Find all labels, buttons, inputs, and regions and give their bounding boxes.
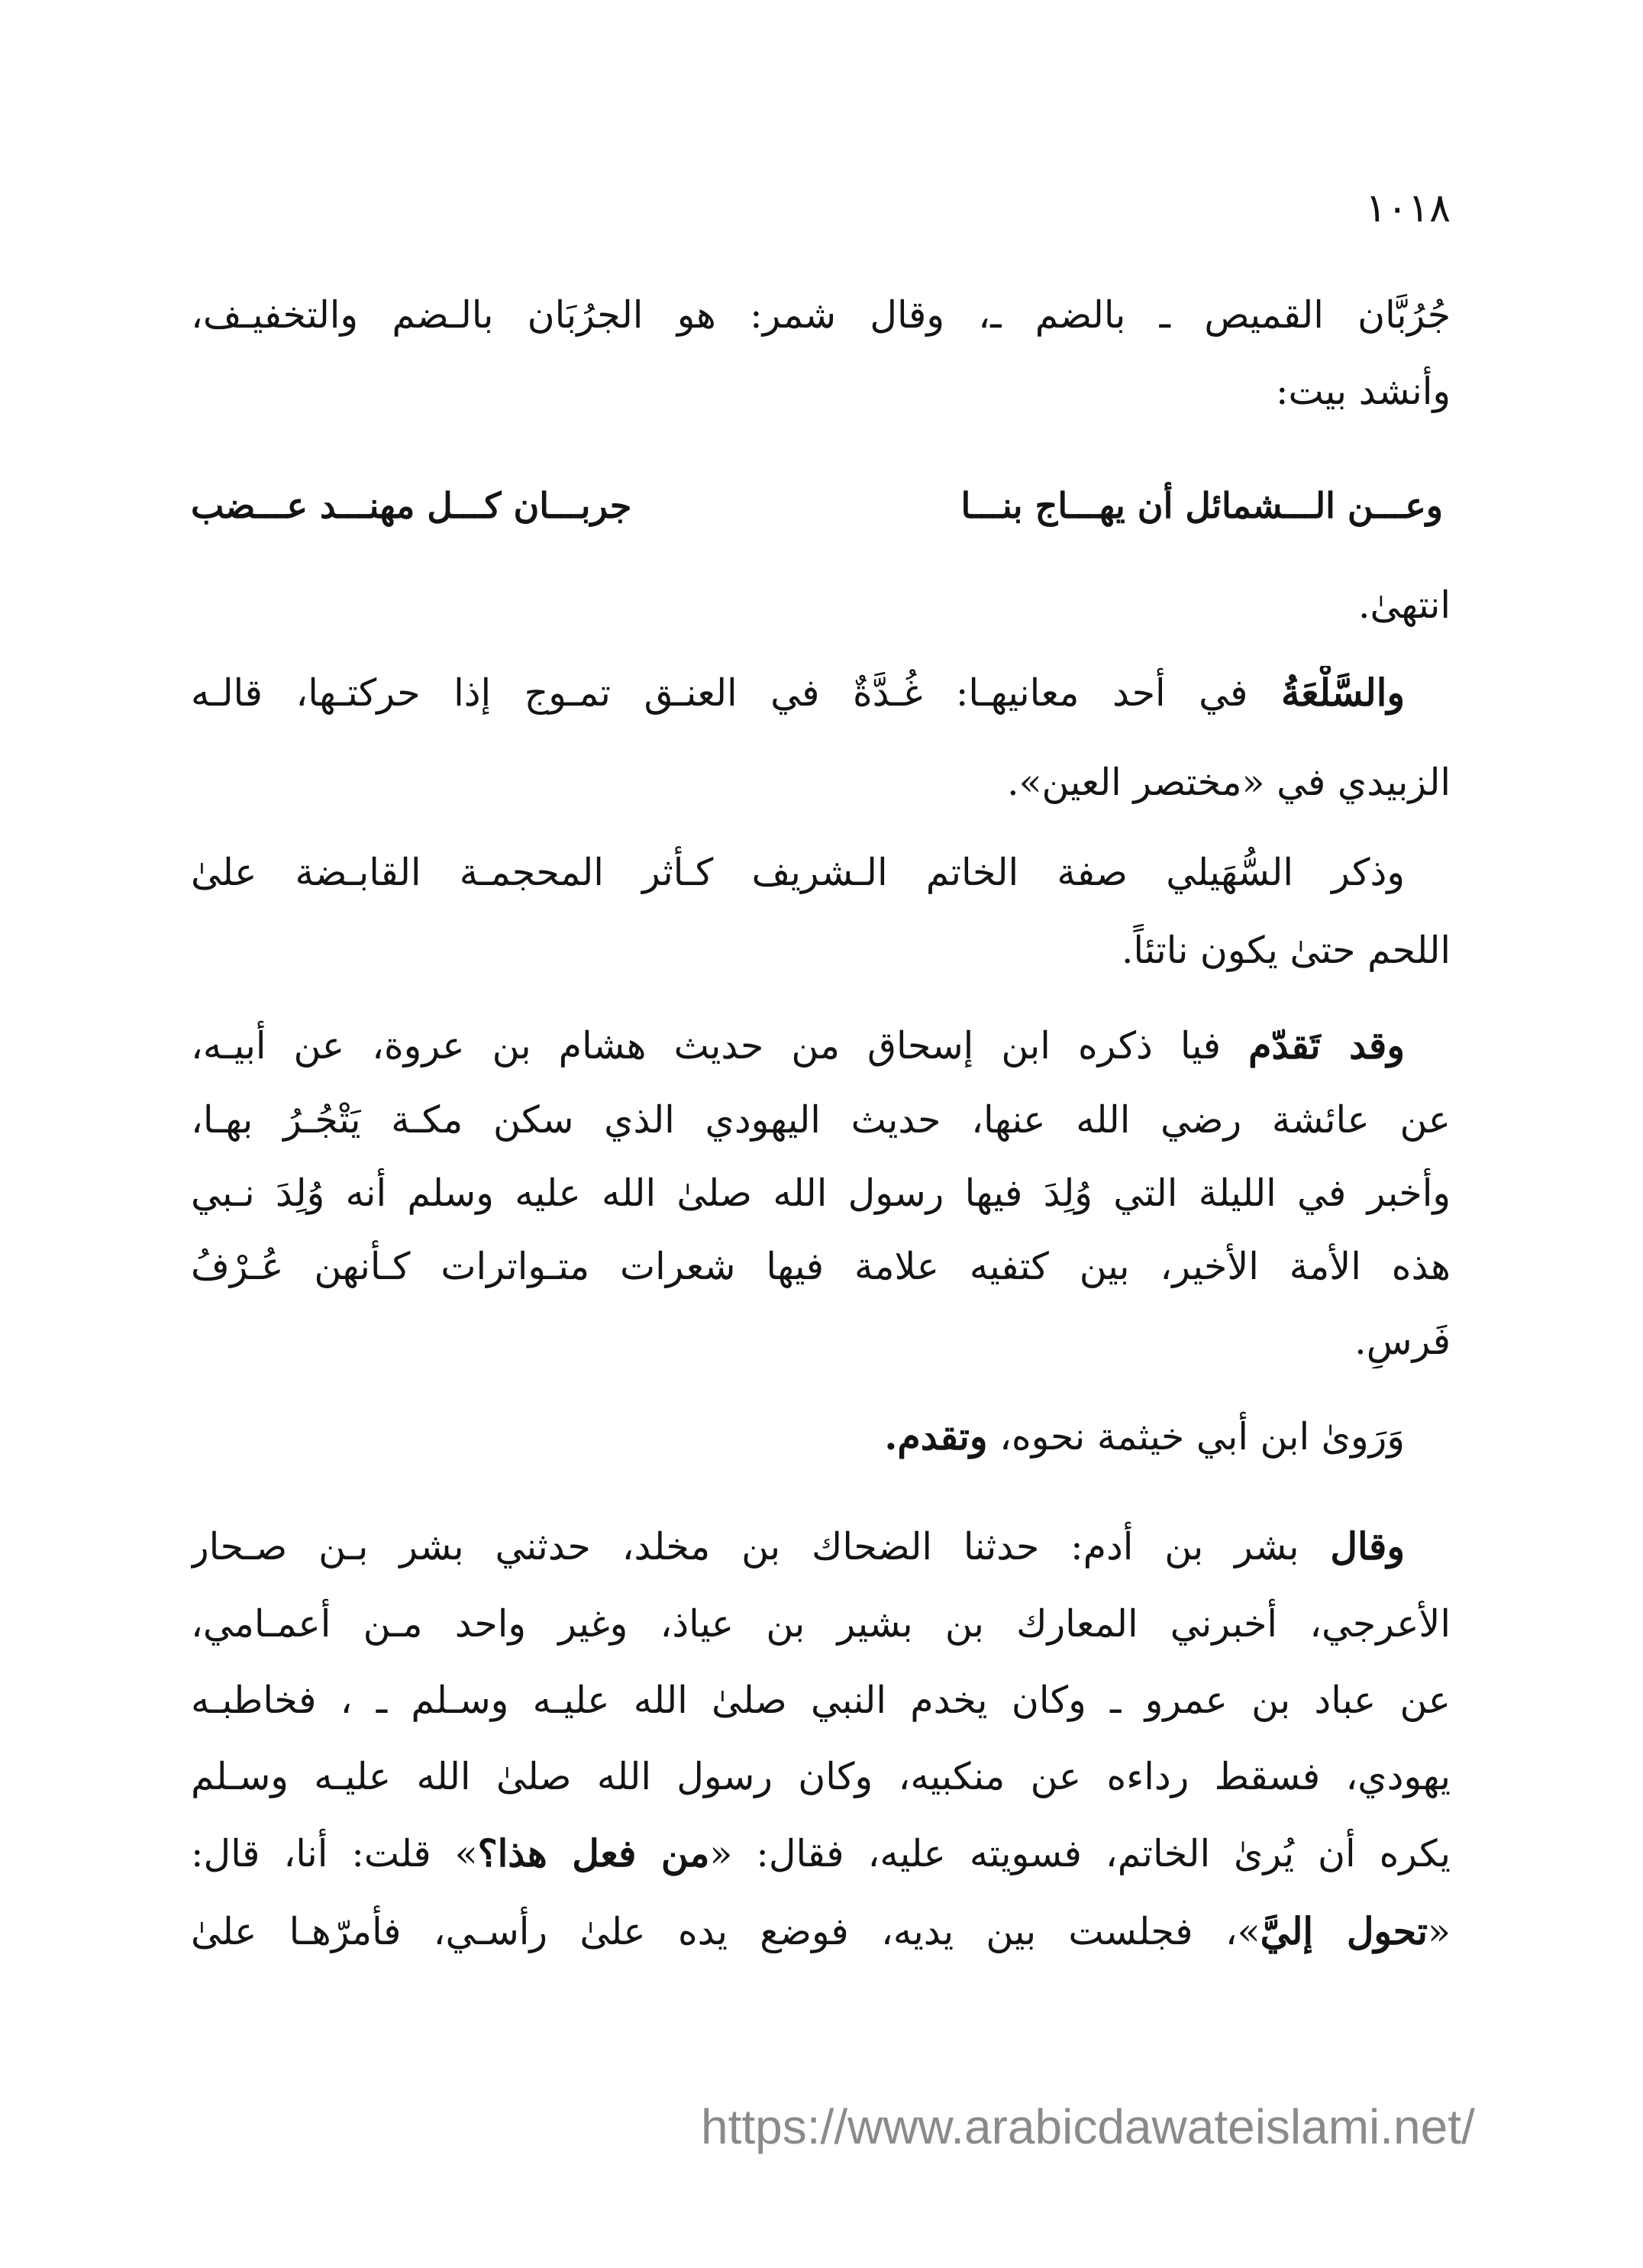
text-line [191,1520,1405,1574]
line-text: فيا ذكره ابن إسحاق من حديث هشام بن عروة، عن أبيـه، [191,1024,1249,1068]
bold-quote: تحول إليَّ [1260,1909,1428,1953]
text-line [191,1827,1451,1881]
text-line: جُرُبَّان القميص ـ بالضم ـ، وقال شمر: هو الجرُبَان بالـضم والتخفيـف، [191,293,1451,337]
text-line: وأخبر في الليلة التي وُلِدَ فيها رسول الله صلىٰ الله عليه وسلم أنه وُلِدَ نـبي [191,1171,1451,1215]
line-text: وَرَوىٰ ابن أبي خيثمة نحوه، [987,1415,1405,1459]
line-text: في أحد معانيهـا: غُـدَّةٌ في العنـق تمـوج إذا حركتـها، قالـه [191,671,1281,715]
text-line: وأنشد بيت: [1276,370,1451,413]
text-line: عن عباد بن عمرو ـ وكان يخدم النبي صلىٰ الله عليـه وسـلم ـ ، فخاطبـه [191,1678,1451,1722]
bold-word: وتقدم. [884,1414,988,1459]
poetry-verse [191,475,1451,536]
text-line: هذه الأمة الأخير، بين كتفيه علامة فيها شعرات متـواترات كـأنهن عُـرْفُ [191,1245,1451,1288]
text-line [191,1410,1405,1464]
text-line [191,666,1405,720]
line-text: يكره أن يُرىٰ الخاتم، فسويته عليه، فقال: « [709,1832,1451,1875]
verse-second-hemistich: جربـــان كـــل مهنـــد عـــضب [191,485,632,526]
text-line: عن عائشة رضي الله عنها، حديث اليهودي الذي سكن مكـة يَتْجُـرُ بهـا، [191,1098,1451,1142]
bold-quote: من فعل هذا؟ [477,1831,710,1875]
page-number: ١٠١٨ [1365,186,1451,231]
line-text: »، فجلست بين يديه، فوضع يده علىٰ رأسـي، فأمرّهـا علىٰ [191,1910,1260,1953]
verse-first-hemistich: وعـــن الـــشمائل أن يهـــاج بنـــا [960,485,1443,526]
text-line: فَرسٍ. [1354,1320,1451,1363]
text-line: وذكر السُّهَيلي صفة الخاتم الـشريف كـأثر المحجمـة القابـضة علىٰ [191,851,1405,894]
line-text: « [1428,1910,1451,1953]
bold-lead-word: وقد تَقدّم [1248,1023,1405,1068]
line-text: بشر بن أدم: حدثنا الضحاك بن مخلد، حدثني بشر بـن صـحار [191,1525,1331,1569]
bold-lead-word: وقال [1330,1524,1405,1569]
text-line: انتهىٰ. [1357,583,1451,627]
text-line [191,1019,1405,1073]
text-line [191,1905,1451,1959]
watermark-url: https://www.arabicdawateislami.net/ [701,2099,1475,2154]
text-line: الأعرجي، أخبرني المعارك بن بشير بن عياذ، وغير واحد مـن أعمـامي، [191,1602,1451,1646]
text-line: يهودي، فسقط رداءه عن منكبيه، وكان رسول الله صلىٰ الله عليـه وسـلم [191,1755,1451,1798]
bold-lead-word: والسَّلْعَةُ [1280,670,1405,715]
text-line: اللحم حتىٰ يكون ناتئاً. [1121,929,1451,972]
text-line: الزبيدي في «مختصر العين». [1006,761,1451,804]
line-text: » قلت: أنا، قال: [191,1832,478,1875]
